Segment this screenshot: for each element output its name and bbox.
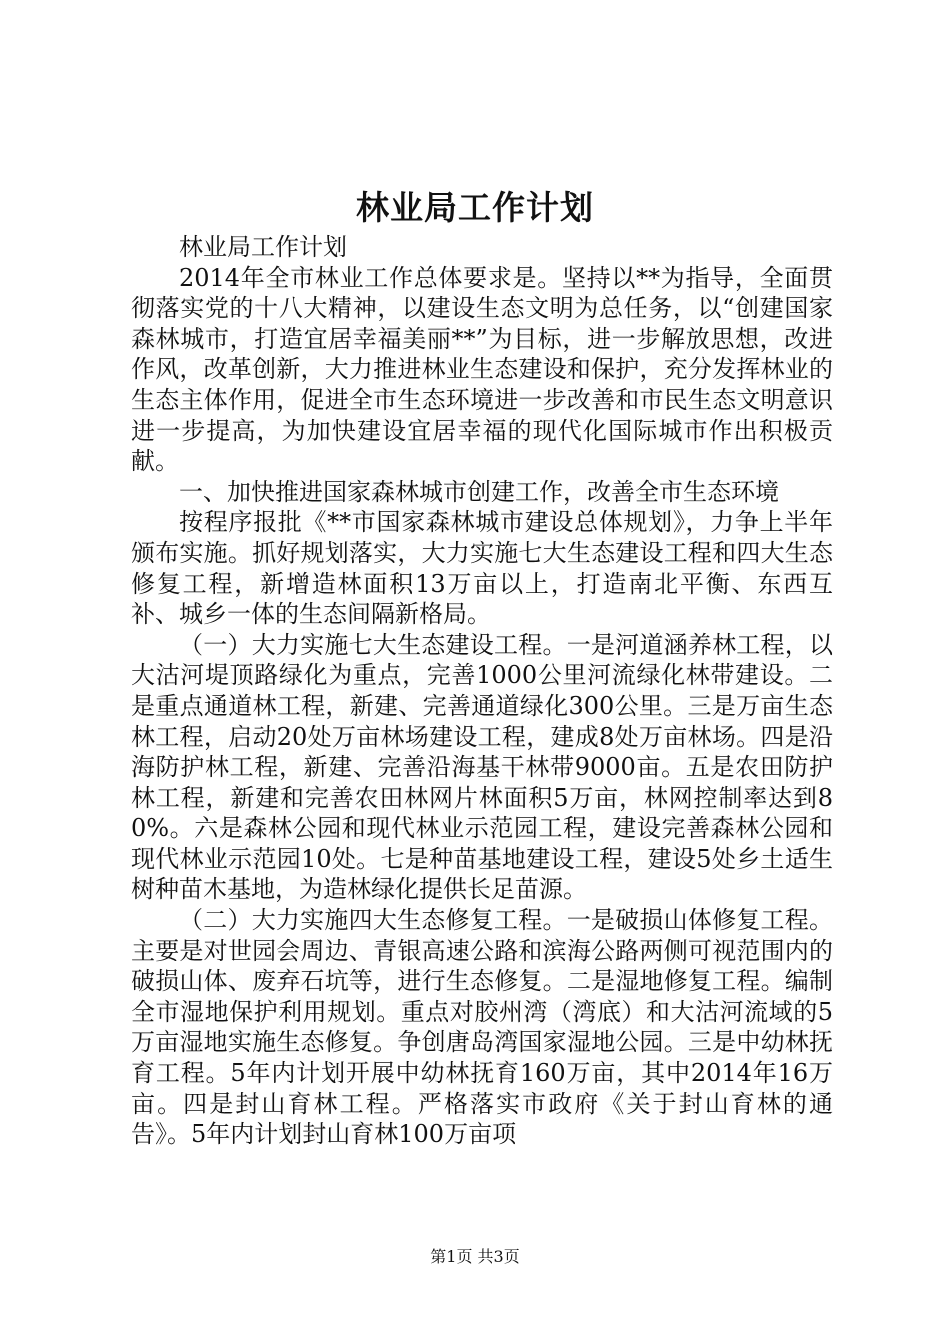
paragraph-four-restoration-projects: （二）大力实施四大生态修复工程。一是破损山体修复工程。主要是对世园会周边、青银高速公路和滨海公路两侧可视范围内的破损山体、废弃石坑等，进行生态修复。二是湿地修复工程。编制全市湿地保护利用规划。重点对胶州湾（湾底）和大沽河流域的5万亩湿地实施生态修复。争创唐岛湾国家湿地公园。三是中幼林抚育工程。5年内计划开展中幼林抚育160万亩，其中2014年16万亩。四是封山育林工程。严格落实市政府《关于封山育林的通告》。5年内计划封山育林100万亩项 [131, 906, 833, 1149]
section-heading-1: 一、加快推进国家森林城市创建工作，改善全市生态环境 [179, 477, 779, 506]
paragraph-seven-projects: （一）大力实施七大生态建设工程。一是河道涵养林工程，以大沽河堤顶路绿化为重点，完善1000公里河流绿化林带建设。二是重点通道林工程，新建、完善通道绿化300公里。三是万亩生态林工程，启动20处万亩林场建设工程，建成8处万亩林场。四是沿海防护林工程，新建、完善沿海基干林带9000亩。五是农田防护林工程，新建和完善农田林网片林面积5万亩，林网控制率达到80%。六是森林公园和现代林业示范园工程，建设完善森林公园和现代林业示范园10处。七是种苗基地建设工程，建设5处乡土适生树种苗木基地，为造林绿化提供长足苗源。 [131, 630, 833, 904]
paragraph-overall-requirements: 2014年全市林业工作总体要求是。坚持以**为指导，全面贯彻落实党的十八大精神，以建设生态文明为总任务，以“创建国家森林城市，打造宜居幸福美丽**”为目标，进一步解放思想，改进作风，改革创新，大力推进林业生态建设和保护，充分发挥林业的生态主体作用，促进全市生态环境进一步改善和市民生态文明意识进一步提高，为加快建设宜居幸福的现代化国际城市作出积极贡献。 [131, 263, 833, 476]
document-body [131, 232, 833, 1150]
paragraph-planning: 按程序报批《**市国家森林城市建设总体规划》，力争上半年颁布实施。抓好规划落实，大力实施七大生态建设工程和四大生态修复工程，新增造林面积13万亩以上，打造南北平衡、东西互补、城乡一体的生态间隔新格局。 [131, 508, 833, 629]
document-title: 林业局工作计划 [356, 188, 594, 227]
paragraph-subtitle: 林业局工作计划 [179, 233, 347, 261]
page-footer: 第1页 共3页 [430, 1247, 520, 1266]
